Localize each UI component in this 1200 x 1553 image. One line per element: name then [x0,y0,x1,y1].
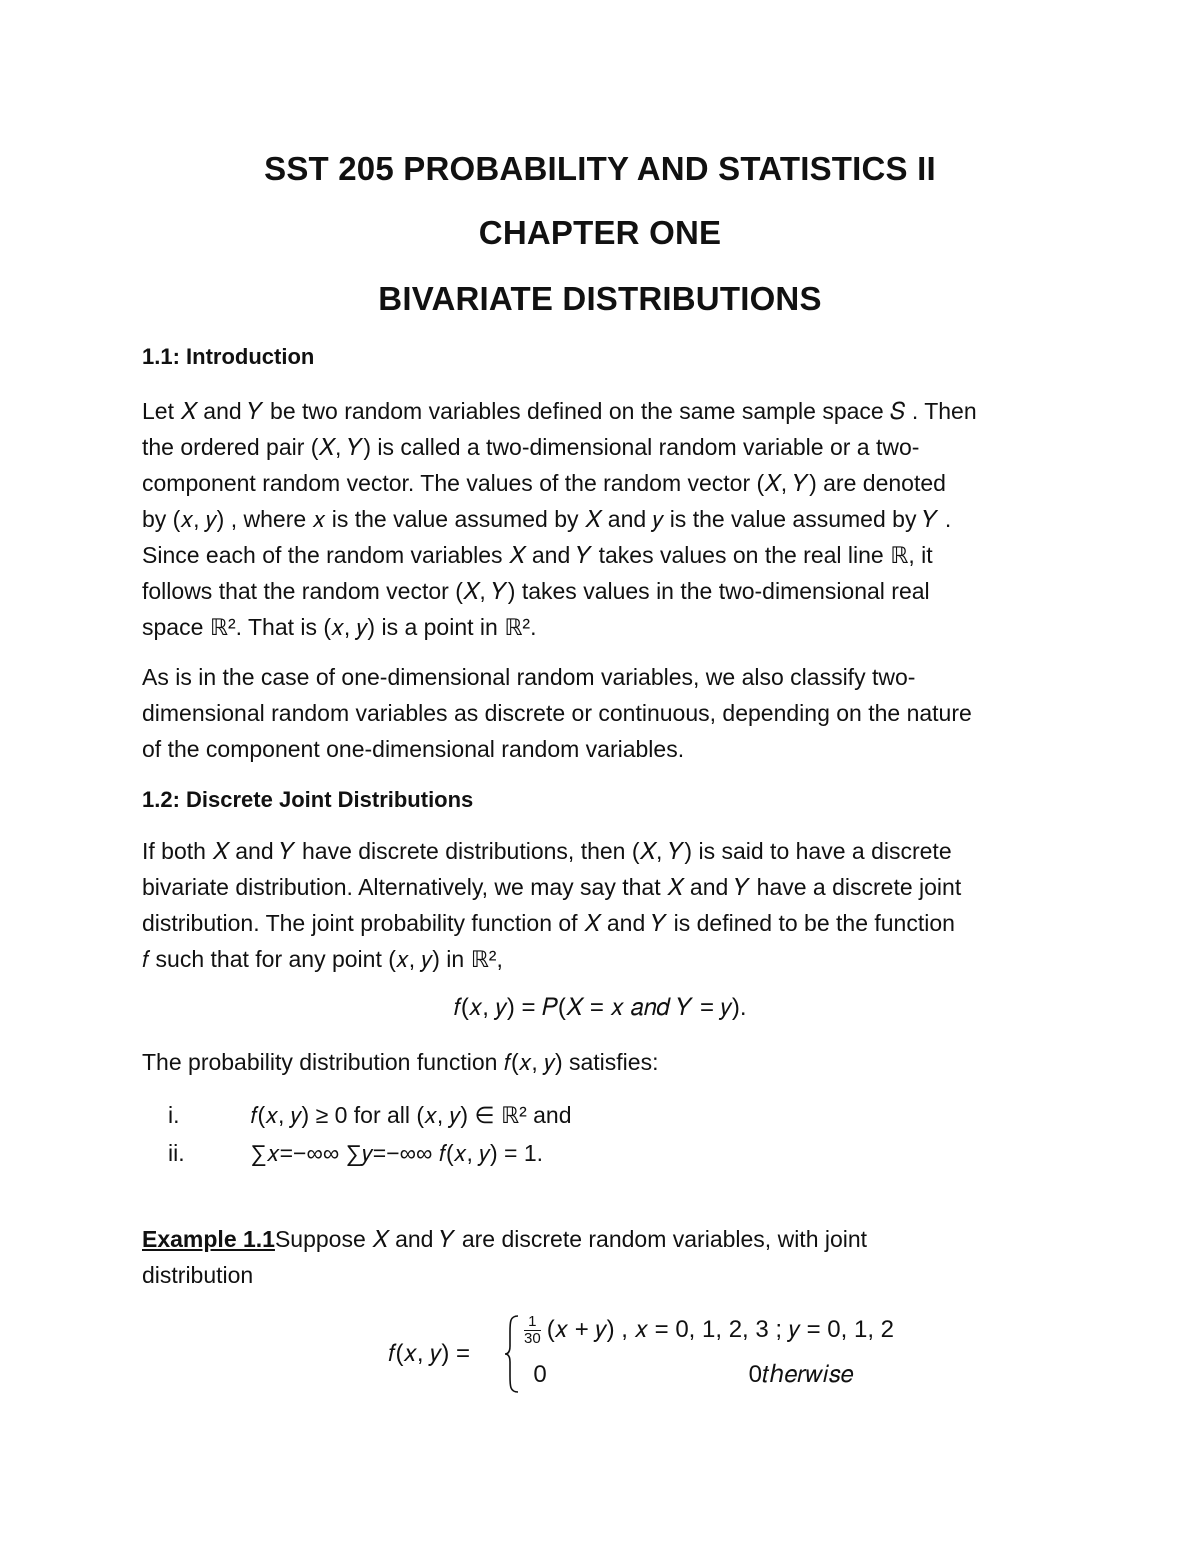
example-label: Example 1.1 [142,1226,275,1252]
chapter-label: CHAPTER ONE [478,214,722,251]
text-line: Let 𝑋 and 𝑌 be two random variables defined on the same sample space 𝑆 . Then [142,398,977,424]
fraction-numerator: 1 [524,1314,541,1331]
left-brace-icon [504,1314,522,1394]
text-line: 𝑓 such that for any point (𝑥, 𝑦) in ℝ², [142,946,503,972]
text-line: follows that the random vector (𝑋, 𝑌) takes values in the two-dimensional real [142,578,930,604]
example-text: Suppose 𝑋 and 𝑌 are discrete random variables, with joint [274,1226,868,1252]
text-line: distribution. The joint probability function of 𝑋 and 𝑌 is defined to be the function [142,910,955,936]
text-line: As is in the case of one-dimensional random variables, we also classify two- [142,664,916,690]
conditions-list [168,1096,572,1172]
list-marker: ii. [168,1140,185,1166]
classification-paragraph [142,659,1072,767]
text-line: If both 𝑋 and 𝑌 have discrete distributions, then (𝑋, 𝑌) is said to have a discrete [142,838,952,864]
condition-text: ∑𝑥=−∞∞ ∑𝑦=−∞∞ 𝑓(𝑥, 𝑦) = 1. [250,1140,544,1166]
course-title: SST 205 PROBABILITY AND STATISTICS II [264,150,936,187]
conditions-intro [142,1044,1072,1080]
text-line: the ordered pair (𝑋, 𝑌) is called a two-dimensional random variable or a two- [142,434,920,460]
text-line: distribution [142,1262,254,1288]
section-heading-discrete: 1.2: Discrete Joint Distributions [142,787,474,812]
case-one [524,1314,894,1347]
fraction [524,1314,541,1347]
case-two [524,1360,854,1389]
text-line: bivariate distribution. Alternatively, we may say that 𝑋 and 𝑌 have a discrete joint [142,874,962,900]
text-line: space ℝ². That is (𝑥, 𝑦) is a point in ℝ². [142,614,537,640]
list-item [168,1096,572,1134]
list-item [168,1134,572,1172]
text-line: Since each of the random variables 𝑋 and 𝑌 takes values on the real line ℝ, it [142,542,933,568]
text-line: dimensional random variables as discrete or continuous, depending on the nature [142,700,972,726]
section-heading-introduction: 1.1: Introduction [142,344,315,369]
case-one-expression: (𝑥 + 𝑦) , 𝑥 = 0, 1, 2, 3 ; 𝑦 = 0, 1, 2 [546,1315,894,1343]
text-line: component random vector. The values of the random vector (𝑋, 𝑌) are denoted [142,470,946,496]
text-line: The probability distribution function 𝑓(𝑥, 𝑦) satisfies: [142,1049,659,1075]
list-marker: i. [168,1102,180,1128]
intro-paragraph [142,393,1072,645]
case-two-condition: 0𝑡ℎ𝑒𝑟𝑤𝑖𝑠𝑒 [748,1361,854,1388]
text-line: of the component one-dimensional random variables. [142,736,685,762]
discrete-paragraph [142,833,1072,977]
chapter-title: BIVARIATE DISTRIBUTIONS [378,280,822,317]
fraction-denominator: 30 [524,1330,541,1347]
example-paragraph [142,1221,1072,1293]
joint-probability-equation: 𝑓(𝑥, 𝑦) = 𝑃(𝑋 = 𝑥 𝑎𝑛𝑑 𝑌 = 𝑦). [453,994,747,1021]
function-lhs: 𝑓(𝑥, 𝑦) = [388,1340,471,1367]
case-two-value: 0 [533,1361,547,1388]
condition-text: 𝑓(𝑥, 𝑦) ≥ 0 for all (𝑥, 𝑦) ∈ ℝ² and [250,1102,572,1128]
text-line: by (𝑥, 𝑦) , where 𝑥 is the value assumed by 𝑋 and 𝑦 is the value assumed by 𝑌 . [142,506,952,532]
